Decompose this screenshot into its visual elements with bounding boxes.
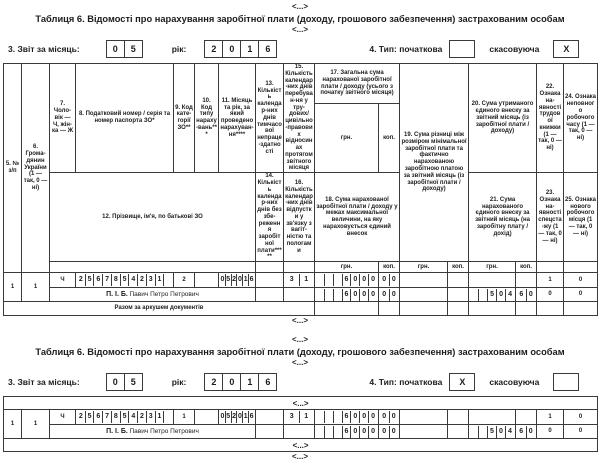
totals-contrib-kop	[516, 302, 537, 316]
pib-label: П. І. Б.	[106, 290, 128, 298]
excerpt-mark: <...>	[291, 358, 308, 368]
cell-withheld-kop	[516, 273, 537, 288]
cell-days-employed: 3 1	[284, 410, 315, 425]
cell-month-year: 0 5 2 0 1 6	[219, 410, 256, 425]
cell-accrued-contrib-kop: 6 0	[516, 425, 537, 439]
cell-new-workplace-flag: 0	[564, 425, 598, 439]
cell-sick-days	[256, 410, 284, 425]
type-cancelling-checkbox: X	[553, 40, 579, 58]
cell-minwage-diff2-hrn	[400, 288, 448, 302]
collapsed-header-mark: <...>	[4, 397, 598, 410]
col18-hrn-label: грн.	[315, 262, 379, 273]
col18-header: 18. Сума нарахованої заробітної плати / доходу у межах максимальної величини, на яку нараховується єдиний внесок	[315, 173, 400, 262]
col23-header: 23. Ознака на-явності спецста-жу (1 — так, 0 — ні)	[537, 173, 564, 262]
payroll-table-initial	[3, 396, 598, 452]
col6-header: 6. Грома-дянин України (1 — так, 0 — ні)	[22, 64, 50, 273]
cell-special-service-flag: 0	[537, 288, 564, 302]
col7-header: 7. Чоло-вік — Ч, жін-ка — Ж	[50, 64, 76, 173]
cell-accrual-type	[195, 410, 219, 425]
cell-month-year: 0 5 2 0 1 6	[219, 273, 256, 288]
cell-labor-book-flag: 1	[537, 410, 564, 425]
cell-special-service-flag: 0	[537, 425, 564, 439]
cell-withheld-hrn	[469, 410, 516, 425]
col19-header: 19. Сума різниці між розміром мінімальної заробітної плати та фактично нарахованою заробітною платою за звітний місяць (із заробітної плати / доходу)	[400, 64, 469, 262]
col21-header: 21. Сума нарахованого єдиного внеску за звітний місяць (на заробітну плату / дохід)	[469, 173, 537, 262]
type-initial-label: 4. Тип: початкова	[369, 44, 443, 54]
subheader-blank	[537, 262, 564, 273]
excerpt-mark: <...>	[291, 452, 308, 462]
cell-total-salary-hrn: 6 0 0 0	[315, 410, 379, 425]
cell-category-code: 1	[174, 410, 195, 425]
col24-header: 24. Ознака неповного робочого часу (1 — так, 0 — ні)	[564, 64, 598, 173]
cell-sick-days	[256, 273, 284, 288]
cell-citizen-flag: 1	[22, 410, 50, 439]
excerpt-mark: <...>	[291, 335, 308, 345]
col16-header: 16. Кількість календар-них днів відпустки у зв'язку з вагіт-ністю та пологами	[284, 173, 315, 262]
collapsed-totals-mark: <...>	[4, 439, 598, 452]
cell-total-salary-hrn: 6 0 0 0	[315, 273, 379, 288]
type-cancelling-label: скасовуюча	[489, 377, 540, 388]
report-params-row	[8, 39, 597, 59]
report-params-row-second	[8, 372, 597, 392]
cell-minwage-diff-kop	[448, 273, 469, 288]
pib-label: П. І. Б.	[106, 427, 128, 435]
subheader-blank	[50, 262, 256, 273]
year-label: рік:	[171, 377, 187, 388]
col17-hrn-label: грн.	[315, 104, 379, 173]
type-cancelling-label: скасовуюча	[489, 44, 540, 54]
type-initial-label: 4. Тип: початкова	[369, 377, 443, 388]
cell-minwage-diff-hrn	[400, 273, 448, 288]
cell-total-salary-kop: 0 0	[379, 273, 400, 288]
report-month-value: 0 5	[106, 40, 143, 58]
col25-header: 25. Ознака нового робочого місця (1 — так, 0 — ні)	[564, 173, 598, 262]
cell-maternity-days	[284, 425, 315, 439]
cell-full-name	[50, 425, 256, 439]
cell-accrued-contrib-hrn: 5 0 4	[469, 425, 516, 439]
col10-header: 10. Код типу нараху-вань***	[195, 64, 219, 173]
cell-capped-salary-hrn: 6 0 0 0	[315, 288, 379, 302]
cell-new-workplace-flag: 0	[564, 288, 598, 302]
totals-salary-kop	[379, 302, 400, 316]
table6-title: Таблиця 6. Відомості про нарахування заробітної плати (доходу, грошового забезпечення) застрахованим особам	[35, 14, 565, 24]
totals-salary-hrn	[315, 302, 379, 316]
table6-title-second: Таблиця 6. Відомості про нарахування заробітної плати (доходу, грошового забезпечення) застрахованим особам	[35, 347, 565, 358]
cell-minwage-diff2-hrn	[400, 425, 448, 439]
cell-minwage-diff-kop	[448, 410, 469, 425]
cell-part-time-flag: 0	[564, 273, 598, 288]
totals-void	[564, 302, 598, 316]
cell-full-name	[50, 288, 256, 302]
subheader-blank	[564, 262, 598, 273]
col5-header: 5. № з/п	[4, 64, 22, 273]
col15-header: 15. Кількість календар-них днів перебуван-ня у тру-дових/ цивільно-правових відносинах протягом звітного місяця	[285, 64, 313, 172]
person-name: Павич Петро Петрович	[129, 290, 199, 298]
cell-tax-number: 2 5 6 7 8 5 4 2 3 1	[76, 273, 174, 288]
report-year-value: 2 0 1 6	[204, 373, 277, 391]
totals-row-label: Разом за аркушем документів	[4, 302, 315, 316]
col21-hrn-label: грн.	[469, 262, 516, 273]
cell-citizen-flag: 1	[22, 273, 50, 302]
cell-total-salary-kop: 0 0	[379, 410, 400, 425]
col22-header: 22. Ознака на-явності трудової книжки (1 — так, 0 — ні)	[537, 64, 564, 173]
cell-capped-salary-kop: 0 0	[379, 288, 400, 302]
subheader-blank	[284, 262, 315, 273]
year-label: рік:	[171, 44, 187, 54]
cell-capped-salary-kop: 0 0	[379, 425, 400, 439]
cell-days-employed: 3 1	[284, 273, 315, 288]
report-year-value: 2 0 1 6	[204, 40, 277, 58]
cell-unpaid-days	[256, 288, 284, 302]
cell-part-time-flag: 0	[564, 410, 598, 425]
cell-withheld-hrn	[469, 273, 516, 288]
cell-accrual-type	[195, 273, 219, 288]
cell-minwage-diff-hrn	[400, 410, 448, 425]
totals-diff-hrn	[400, 302, 448, 316]
col21-kop-label: коп.	[516, 262, 537, 273]
cell-row-number: 1	[4, 410, 22, 439]
totals-void	[537, 302, 564, 316]
type-cancelling-checkbox	[553, 373, 579, 391]
cell-tax-number: 2 5 6 7 8 5 4 2 3 1	[76, 410, 174, 425]
totals-diff-kop	[448, 302, 469, 316]
cell-minwage-diff2-kop	[448, 288, 469, 302]
cell-accrued-contrib-kop: 6 0	[516, 288, 537, 302]
cell-gender: Ч	[50, 410, 76, 425]
cell-maternity-days	[284, 288, 315, 302]
excerpt-mark: <...>	[291, 316, 308, 326]
col8-header: 8. Податковий номер / серія та номер паспорта ЗО*	[76, 64, 174, 173]
cell-labor-book-flag: 1	[537, 273, 564, 288]
cell-category-code: 2	[174, 273, 195, 288]
cell-gender: Ч	[50, 273, 76, 288]
excerpt-mark: <...>	[291, 25, 308, 34]
cell-capped-salary-hrn: 6 0 0 0	[315, 425, 379, 439]
col20-header: 20. Сума утриманого єдиного внеску за звітний місяць (із заробітної плати / доходу)	[469, 64, 537, 173]
excerpt-mark: <...>	[291, 2, 308, 11]
report-month-value: 0 5	[106, 373, 143, 391]
report-month-label: 3. Звіт за місяць:	[8, 44, 80, 54]
col11-header: 11. Місяць та рік, за який проведено нарахуван-ня****	[219, 64, 256, 173]
cell-unpaid-days	[256, 425, 284, 439]
type-initial-checkbox: X	[449, 373, 475, 391]
col17-kop-label: коп.	[379, 104, 400, 173]
col12-header: 12. Прізвище, ім'я, по батькові ЗО	[50, 173, 256, 262]
col13-header: 13. Кількість календар-них днів тимчасової непраце-здатності	[256, 64, 284, 173]
col19-kop-label: коп.	[448, 262, 469, 273]
type-initial-checkbox	[449, 40, 475, 58]
cell-minwage-diff2-kop	[448, 425, 469, 439]
subheader-blank	[256, 262, 284, 273]
cell-accrued-contrib-hrn: 5 0 4	[469, 288, 516, 302]
payroll-table-cancelling	[3, 63, 598, 316]
col18-kop-label: коп.	[379, 262, 400, 273]
col14-header: 14. Кількість календар-них днів без збе-реження заробітної плати*****	[257, 173, 282, 261]
col17-header: 17. Загальна сума нарахованої заробітної плати / доходу (усього з початку звітного місяця)	[315, 64, 400, 104]
cell-row-number: 1	[4, 273, 22, 302]
totals-contrib-hrn	[469, 302, 516, 316]
col9-header: 9. Код кате-горії ЗО**	[174, 64, 195, 173]
cell-withheld-kop	[516, 410, 537, 425]
person-name: Павич Петро Петрович	[129, 427, 199, 435]
report-month-label: 3. Звіт за місяць:	[8, 377, 80, 388]
col19-hrn-label: грн.	[400, 262, 448, 273]
